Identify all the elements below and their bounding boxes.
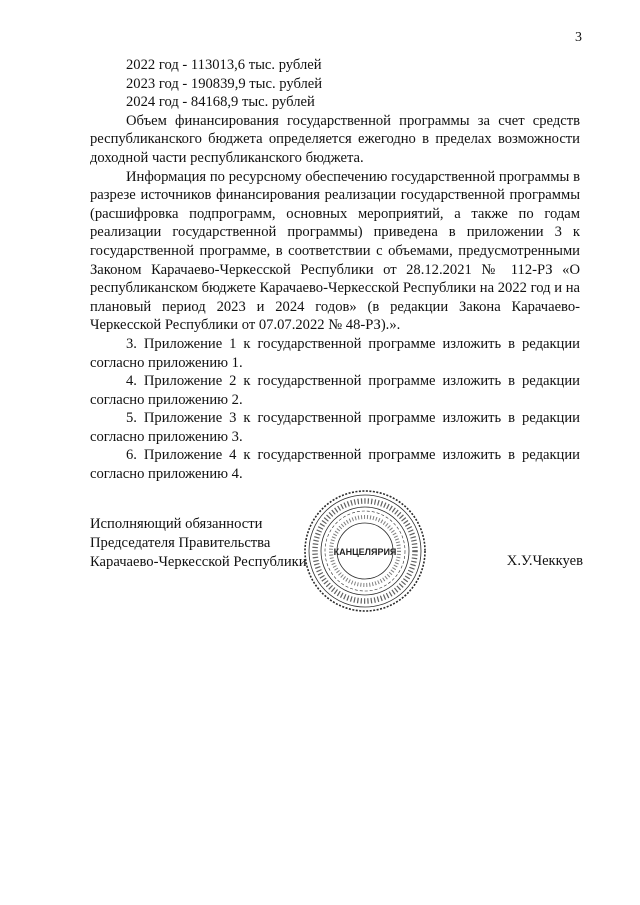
signature-title-line-1: Исполняющий обязанности	[90, 516, 263, 532]
seal-center-text: КАНЦЕЛЯРИЯ	[333, 547, 397, 557]
paragraph-item-4: 4. Приложение 2 к государственной программе изложить в редакции согласно приложению 2.	[90, 373, 580, 408]
funding-year-2022: 2022 год - 113013,6 тыс. рублей	[126, 57, 322, 73]
official-seal	[302, 488, 428, 614]
funding-year-2024: 2024 год - 84168,9 тыс. рублей	[126, 94, 315, 111]
page-number: 3	[575, 30, 582, 45]
signatory-name: Х.У.Чеккуев	[506, 553, 583, 569]
paragraph-item-3: 3. Приложение 1 к государственной программе изложить в редакции согласно приложению 1.	[90, 335, 580, 371]
paragraph-item-5: 5. Приложение 3 к государственной программе изложить в редакции согласно приложению 3.	[90, 410, 580, 445]
paragraph-item-6: 6. Приложение 4 к государственной программе изложить в редакции согласно приложению 4.	[90, 447, 580, 483]
document-body	[90, 56, 580, 484]
signature-title-line-3: Карачаево-Черкесской Республики	[90, 553, 307, 570]
funding-year-2023: 2023 год - 190839,9 тыс. рублей	[126, 75, 323, 92]
signature-title-line-2: Председателя Правительства	[90, 534, 271, 551]
paragraph-financing: Объем финансирования государственной программы за счет средств республиканского бюджета определяется ежегодно в пределах возможности доходной части республиканского бюджета.	[90, 112, 580, 166]
paragraph-resource-info: Информация по ресурсному обеспечению государственной программы в разрезе источников финансирования реализации государственной программы (расшифровка подпрограмм, основных мероприятий, а также по годам реализации государственной программы) приведена в приложении 3 к государственной программе, в соответствии с объемами, предусмотренными Законом Карачаево-Черкесской Республики от 28.12.2021 № 112-РЗ «О республиканском бюджете Карачаево-Черкесской Республики на 2022 год и на плановый период 2023 и 2024 годов» (в редакции Закона Карачаево-Черкесской Республики от 07.07.2022 № 48-РЗ).».	[90, 168, 580, 334]
signature-title	[90, 515, 307, 571]
